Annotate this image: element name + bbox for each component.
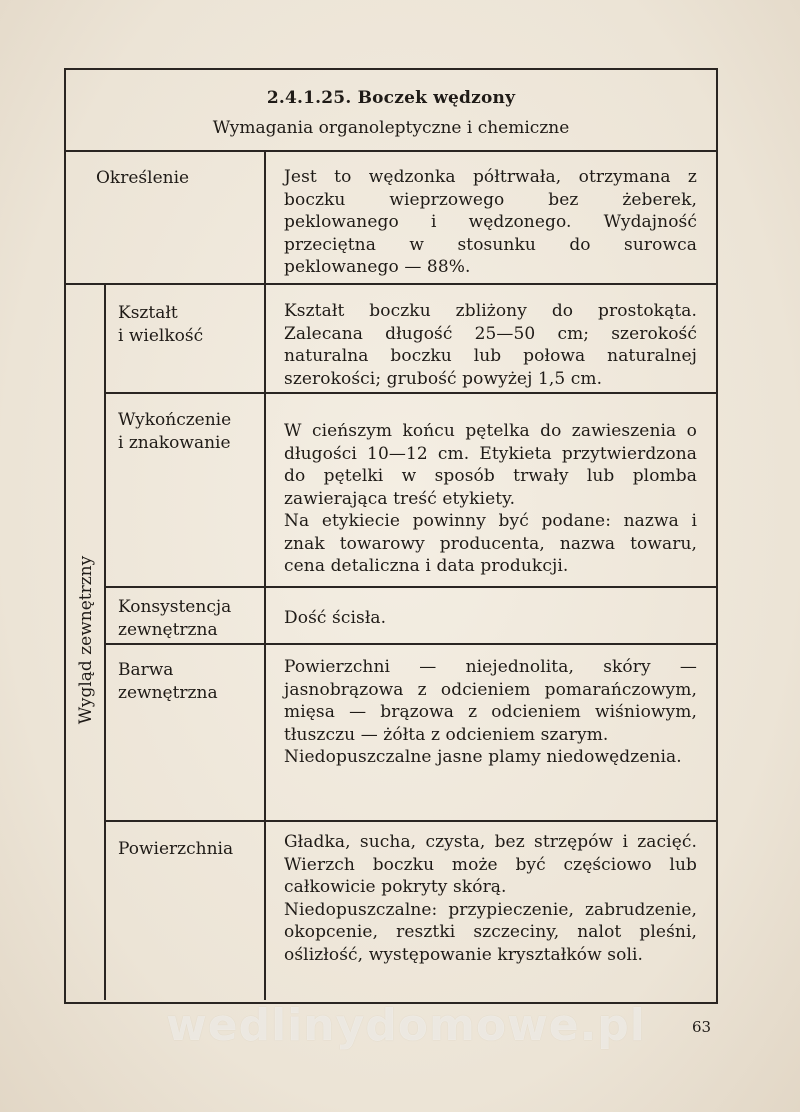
- label-column-divider: [264, 150, 266, 1000]
- row-label-konsystencja-line1: Konsystencja: [118, 597, 232, 617]
- row-text-barwa-p2: Niedopuszczalne jasne plamy niedowędzenia.: [284, 747, 682, 767]
- row-text-powierzchnia: [284, 831, 697, 966]
- page-number: 63: [692, 1018, 712, 1036]
- section-subtitle: Wymagania organoleptyczne i chemiczne: [212, 118, 570, 138]
- row-text-barwa: [284, 656, 697, 769]
- row-text-powierzchnia-p1: Gładka, sucha, czysta, bez strzępów i zacięć. Wierzch boczku może być częściowo lub całkowicie pokryty skórą.: [284, 832, 697, 897]
- group-column-divider: [104, 283, 106, 1000]
- group-label-wyglad: Wygląd zewnętrzny: [76, 555, 96, 725]
- row-label-barwa-line2: zewnętrzna: [118, 683, 218, 703]
- watermark: wedlinydomowe.pl: [166, 1000, 646, 1051]
- header-divider: [64, 150, 716, 152]
- row-label-barwa-line1: Barwa: [118, 660, 174, 680]
- row-label-wykonczenie-line2: i znakowanie: [118, 433, 231, 453]
- row-label-barwa: [118, 659, 218, 705]
- section-title: 2.4.1.25. Boczek wędzony: [266, 88, 516, 108]
- row-label-ksztalt-line1: Kształt: [118, 303, 178, 323]
- row-divider-ksztalt: [104, 392, 716, 394]
- row-divider-wykonczenie: [104, 586, 716, 588]
- row-text-okreslenie: Jest to wędzonka półtrwała, otrzymana z boczku wieprzowego bez żeberek, peklowanego i wędzonego. Wydajność przeciętna w stosunku do surowca peklowanego — 88%.: [284, 167, 697, 277]
- row-text-powierzchnia-p2: Niedopuszczalne: przypieczenie, zabrudzenie, okopcenie, resztki szczeciny, nalot pleśni, oślizłość, występowanie kryształków soli.: [284, 899, 697, 965]
- row-text-wykonczenie-p1: W cieńszym końcu pętelka do zawieszenia o długości 10—12 cm. Etykieta przytwierdzona do pętelki w sposób trwały lub plomba zawierająca treść etykiety.: [284, 421, 697, 509]
- row-label-powierzchnia: Powierzchnia: [118, 839, 234, 859]
- row-label-okreslenie: Określenie: [96, 168, 190, 188]
- row-divider-barwa: [104, 820, 716, 822]
- row-divider-konsystencja: [104, 643, 716, 645]
- row-divider-okreslenie: [64, 283, 716, 285]
- row-label-konsystencja: [118, 596, 231, 642]
- row-text-wykonczenie-p2: Na etykiecie powinny być podane: nazwa i znak towarowy producenta, nazwa towaru, cena detaliczna i data produkcji.: [284, 511, 697, 576]
- row-text-barwa-p1: Powierzchni — niejednolita, skóry — jasnobrązowa z odcieniem pomarańczowym, mięsa — brązowa z odcieniem wiśniowym, tłuszczu — żółta z odcieniem szarym.: [284, 657, 697, 745]
- row-text-ksztalt: Kształt boczku zbliżony do prostokąta. Zalecana długość 25—50 cm; szerokość naturalna boczku lub połowa naturalnej szerokości; grubość powyżej 1,5 cm.: [284, 301, 697, 389]
- row-label-wykonczenie: [118, 409, 231, 455]
- row-label-ksztalt: [118, 302, 203, 348]
- row-text-konsystencja: Dość ścisła.: [284, 608, 387, 628]
- row-label-konsystencja-line2: zewnętrzna: [118, 620, 218, 640]
- row-text-wykonczenie: [284, 420, 697, 578]
- row-label-ksztalt-line2: i wielkość: [118, 326, 204, 346]
- row-label-wykonczenie-line1: Wykończenie: [118, 410, 232, 430]
